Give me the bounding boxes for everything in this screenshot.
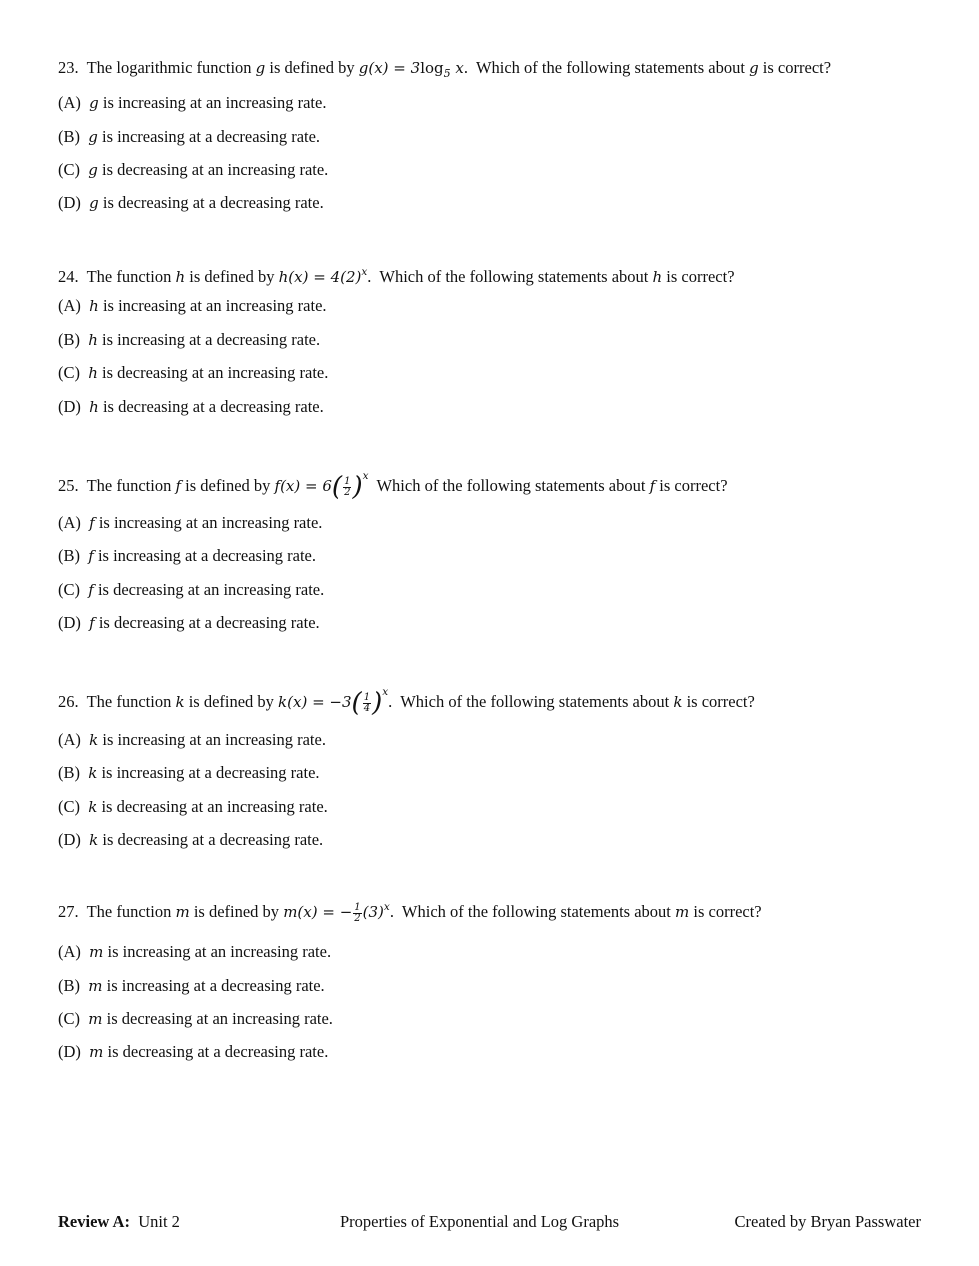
option-27-d: (D) m is decreasing at a decreasing rate. (58, 1042, 329, 1061)
question-27-stem: 27. The function m is defined by m(x) = − $\frac{1}{2}$ $(3)^x$. Which of the following statements about m is correct? (58, 901, 762, 924)
option-23-d: (D) g is decreasing at a decreasing rate. (58, 193, 324, 212)
option-25-c: (C) f is decreasing at an increasing rate. (58, 580, 325, 599)
option-24-a: (A) h is increasing at an increasing rate. (58, 296, 327, 315)
option-27-c: (C) m is decreasing at an increasing rate. (58, 1009, 333, 1028)
option-27-b: (B) m is increasing at a decreasing rate. (58, 976, 325, 995)
option-26-d: (D) k is decreasing at a decreasing rate. (58, 830, 324, 849)
option-24-d: (D) h is decreasing at a decreasing rate. (58, 397, 324, 416)
option-27-a: (A) m is increasing at an increasing rate. (58, 942, 332, 961)
question-25-stem: 25. The function f is defined by f(x) = 6( $\frac{1}{2}$ )$^x$ Which of the following statements about f is correct? (58, 470, 728, 502)
formula-27: m(x) = − $\frac{1}{2}$ $(3)^x$ (283, 901, 390, 924)
formula-23: $g(x) = 3\log_5$ x (358, 59, 464, 80)
option-24-b: (B) h is increasing at a decreasing rate. (58, 330, 321, 349)
option-25-a: (A) f is increasing at an increasing rate. (58, 513, 323, 532)
formula-25: f(x) = 6( $\frac{1}{2}$ )$^x$ (274, 470, 369, 502)
option-26-b: (B) k is increasing at a decreasing rate. (58, 763, 320, 782)
formula-26: k(x) = −3( $\frac{1}{4}$ )$^x$ (278, 686, 389, 718)
footer-right: Created by Bryan Passwater (734, 1212, 921, 1231)
option-25-d: (D) f is decreasing at a decreasing rate. (58, 613, 320, 632)
footer-left: Review A: Unit 2 (58, 1212, 180, 1231)
question-23-stem: 23. The logarithmic function g is defined by $g(x) = 3\log_5$ x. Which of the following statements about g is correct? (58, 58, 832, 80)
option-23-c: (C) g is decreasing at an increasing rate. (58, 160, 329, 179)
option-26-a: (A) k is increasing at an increasing rate. (58, 730, 326, 749)
option-23-b: (B) g is increasing at a decreasing rate. (58, 127, 321, 146)
footer-center: Properties of Exponential and Log Graphs (340, 1212, 620, 1231)
question-24-stem: 24. The function h is defined by $h(x) = 4(2)^x$. Which of the following statements about h is correct? (58, 266, 735, 286)
option-23-a: (A) g is increasing at an increasing rate. (58, 93, 327, 112)
option-25-b: (B) f is increasing at a decreasing rate. (58, 546, 316, 565)
question-26-stem: 26. The function k is defined by k(x) = −3( $\frac{1}{4}$ )$^x$. Which of the following statements about k is correct? (58, 686, 755, 718)
option-24-c: (C) h is decreasing at an increasing rate. (58, 363, 329, 382)
option-26-c: (C) k is decreasing at an increasing rate. (58, 797, 328, 816)
formula-24: $h(x) = 4(2)^x$ (278, 266, 368, 286)
